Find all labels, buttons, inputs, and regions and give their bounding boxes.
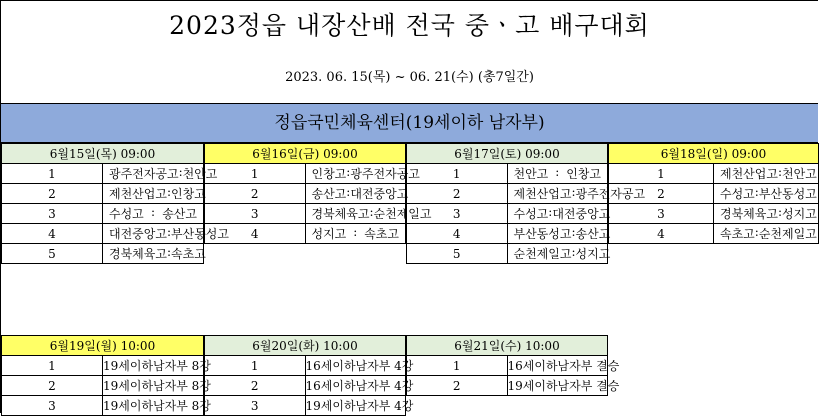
team-a: 제천산업고 (109, 187, 167, 201)
match-number: 3 (205, 396, 306, 416)
team-a: 제천산업고 (513, 187, 572, 201)
day-schedule-4 (608, 143, 819, 244)
vs-separator: : (754, 225, 759, 239)
match-number: 2 (205, 184, 306, 204)
team-a: 인창고 (311, 167, 347, 181)
page-title: 2023정읍 내장산배 전국 중ㆍ고 배구대회 (169, 11, 650, 40)
match-row (2, 184, 204, 204)
match-row (205, 224, 406, 244)
round-label: 19세이하남자부 8강 (103, 396, 204, 416)
team-b: 인창고 (566, 167, 601, 181)
team-b: 대전중앙고 (350, 187, 409, 201)
team-b: 순천제일고 (758, 227, 817, 241)
vs-separator: : (754, 185, 759, 199)
match-row (205, 164, 406, 184)
match-row (205, 184, 406, 204)
match-number: 3 (205, 204, 306, 224)
team-b: 송산고 (162, 207, 197, 221)
match-row (407, 184, 608, 204)
match-row (2, 164, 204, 184)
match-row (407, 224, 608, 244)
day-header: 6월20일(화) 10:00 (205, 336, 406, 356)
team-b: 인창고 (171, 187, 206, 201)
round-label: 19세이하남자부 4강 (305, 396, 406, 416)
team-b: 성지고 (782, 207, 817, 221)
vs-separator: : (150, 205, 156, 219)
vs-separator: : (571, 185, 576, 199)
match-number: 1 (407, 164, 508, 184)
round-label: 16세이하남자부 4강 (305, 376, 406, 396)
match-row (2, 356, 204, 376)
match-number: 5 (2, 244, 103, 264)
day-header: 6월21일(수) 10:00 (407, 336, 608, 356)
match-number: 5 (407, 244, 508, 264)
team-a: 경북체육고 (720, 207, 778, 221)
day-header: 6월16일(금) 09:00 (205, 144, 406, 164)
team-b: 천안고 (782, 167, 817, 181)
match-number: 1 (609, 164, 714, 184)
match-number: 3 (407, 204, 508, 224)
day-schedule-3 (406, 143, 646, 264)
team-a: 수성고 (109, 207, 144, 221)
team-a: 광주전자공고 (109, 167, 179, 181)
day-schedule-2 (204, 143, 432, 244)
vs-separator: : (166, 225, 172, 239)
match-row (407, 376, 608, 396)
vs-separator: : (353, 225, 358, 239)
day-schedule-1 (1, 143, 229, 264)
match-number: 4 (2, 224, 103, 244)
match-row (205, 204, 406, 224)
vs-separator: : (571, 225, 576, 239)
team-a: 수성고 (513, 207, 549, 221)
match-row (609, 184, 819, 204)
vs-separator: : (369, 205, 374, 219)
team-a: 수성고 (720, 187, 755, 201)
match-number: 3 (2, 396, 103, 416)
match-number: 4 (609, 224, 714, 244)
match-number: 1 (2, 164, 103, 184)
round-label: 19세이하남자부 8강 (103, 376, 204, 396)
vs-separator: : (777, 205, 783, 219)
final-schedule-1 (1, 335, 211, 416)
team-b: 대전중앙고 (552, 207, 611, 221)
match-number: 4 (205, 224, 306, 244)
round-label: 19세이하남자부 8강 (103, 356, 204, 376)
match-number: 1 (407, 356, 508, 376)
final-schedule-3 (406, 335, 620, 396)
match-row (407, 356, 608, 376)
team-b: 속초고 (171, 247, 206, 261)
match-row (205, 356, 406, 376)
team-b: 부산동성고 (758, 187, 817, 201)
team-b: 부산동성고 (171, 227, 229, 241)
match-row (609, 204, 819, 224)
vs-separator: : (555, 165, 560, 179)
vs-separator: : (548, 205, 553, 219)
match-number: 1 (2, 356, 103, 376)
team-b: 광주전자공고 (575, 187, 646, 201)
tournament-dates: 2023. 06. 15(목) ~ 06. 21(수) (총7일간) (285, 70, 534, 85)
vs-separator: : (346, 185, 351, 199)
match-number: 2 (609, 184, 714, 204)
team-a: 속초고 (720, 227, 755, 241)
vs-separator: : (346, 165, 351, 179)
final-schedule-2 (204, 335, 414, 416)
round-label: 16세이하남자부 4강 (305, 356, 406, 376)
match-row (205, 376, 406, 396)
vs-separator: : (777, 165, 783, 179)
day-header: 6월18일(일) 09:00 (609, 144, 819, 164)
team-a: 부산동성고 (513, 227, 572, 241)
round-label: 16세이하남자부 결승 (507, 356, 608, 376)
match-number: 1 (205, 356, 306, 376)
day-header: 6월17일(토) 09:00 (407, 144, 608, 164)
match-row (2, 224, 204, 244)
team-a: 제천산업고 (720, 167, 778, 181)
match-row (2, 244, 204, 264)
match-row (2, 204, 204, 224)
team-a: 순천제일고 (513, 247, 572, 261)
match-number: 2 (205, 376, 306, 396)
match-row (609, 164, 819, 184)
match-number: 3 (609, 204, 714, 224)
match-number: 1 (205, 164, 306, 184)
venue-banner: 정읍국민체육센터(19세이하 남자부) (1, 103, 818, 143)
team-a: 천안고 (513, 167, 549, 181)
team-a: 경북체육고 (311, 207, 370, 221)
match-row (205, 396, 406, 416)
match-number: 4 (407, 224, 508, 244)
team-b: 천안고 (182, 167, 218, 181)
vs-separator: : (571, 245, 576, 259)
match-number: 2 (407, 376, 508, 396)
vs-separator: : (166, 245, 172, 259)
match-row (407, 204, 608, 224)
match-row (2, 376, 204, 396)
match-row (609, 224, 819, 244)
match-row (407, 244, 608, 264)
match-row (2, 396, 204, 416)
round-label: 19세이하남자부 결승 (507, 376, 608, 396)
team-b: 광주전자공고 (350, 167, 420, 181)
match-number: 2 (407, 184, 508, 204)
team-b: 순천제일고 (373, 207, 432, 221)
day-header: 6월19일(월) 10:00 (2, 336, 204, 356)
match-number: 3 (2, 204, 103, 224)
vs-separator: : (178, 165, 183, 179)
team-a: 대전중앙고 (109, 227, 167, 241)
team-b: 송산고 (575, 227, 611, 241)
team-a: 성지고 (311, 227, 347, 241)
match-number: 2 (2, 184, 103, 204)
match-number: 2 (2, 376, 103, 396)
vs-separator: : (166, 185, 172, 199)
match-row (407, 164, 608, 184)
day-header: 6월15일(목) 09:00 (2, 144, 204, 164)
team-a: 경북체육고 (109, 247, 167, 261)
team-b: 성지고 (575, 247, 611, 261)
team-a: 송산고 (311, 187, 347, 201)
team-b: 속초고 (364, 227, 399, 241)
